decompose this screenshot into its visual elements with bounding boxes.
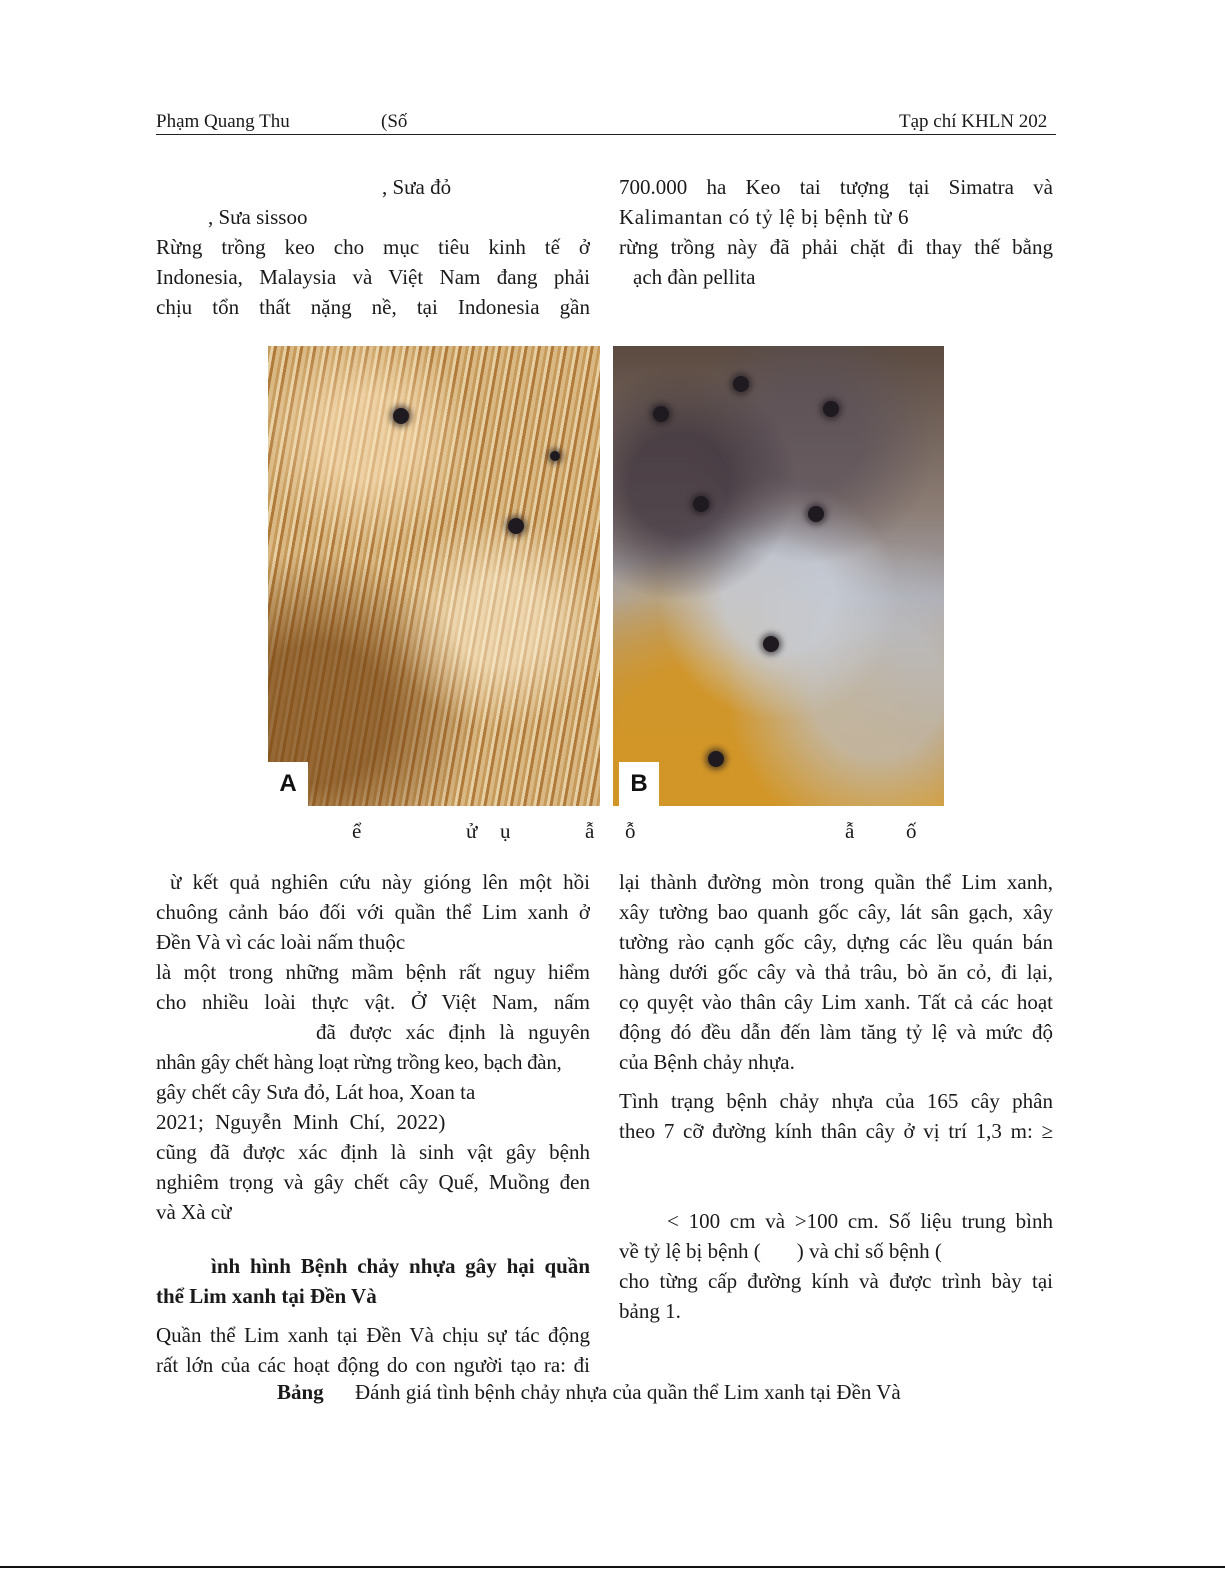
header-rule [156, 134, 1056, 135]
fungal-spot [653, 406, 669, 422]
fungal-spot [808, 506, 824, 522]
text-line: Tình trạng bệnh chảy nhựa của 165 cây phân [619, 1089, 1053, 1113]
text-line: gây chết cây Sưa đỏ, Lát hoa, Xoan ta [156, 1080, 476, 1104]
text-line: của Bệnh chảy nhựa. [619, 1050, 795, 1074]
section-heading: ình hình Bệnh chảy nhựa gây hại quần [211, 1254, 590, 1278]
figure-caption-fragment: ố [906, 819, 917, 843]
text-line: chuông cảnh báo đối với quần thể Lim xanh ở [156, 900, 590, 924]
text-line: rất lớn của các hoạt động do con người tạo ra: đi [156, 1353, 590, 1377]
text-line: rừng trồng này đã phải chặt đi thay thế bằng [619, 235, 1053, 259]
text-line: 2021; Nguyễn Minh Chí, 2022) [156, 1110, 446, 1134]
text-line: < 100 cm và >100 cm. Số liệu trung bình [667, 1209, 1053, 1233]
text-line: , Sưa đỏ [382, 175, 452, 199]
text-line: cọ quyệt vào thân cây Lim xanh. Tất cả các hoạt [619, 990, 1053, 1014]
fungal-spot [733, 376, 749, 392]
text-line: là một trong những mầm bệnh rất nguy hiểm [156, 960, 590, 984]
figure-caption-fragment: ử [466, 819, 478, 843]
fungal-spot [550, 451, 560, 461]
table-caption-text: Đánh giá tình bệnh chảy nhựa của quần thể Lim xanh tại Đền Và [355, 1380, 901, 1404]
left-column-top [156, 172, 590, 322]
text-line: theo 7 cỡ đường kính thân cây ở vị trí 1,3 m: ≥ [619, 1119, 1053, 1143]
left-column-middle [156, 867, 590, 1380]
figure-caption-fragment: ỗ [625, 819, 636, 843]
text-line: nhân gây chết hàng loạt rừng trồng keo, bạch đàn, [156, 1050, 562, 1074]
text-line: nghiêm trọng và gây chết cây Quế, Muồng đen [156, 1170, 590, 1194]
text-line: Kalimantan có tỷ lệ bị bệnh từ 6 [619, 205, 910, 229]
text-line: Đền Và vì các loài nấm thuộc [156, 930, 406, 954]
fungal-spot [393, 408, 409, 424]
running-header-journal: Tạp chí KHLN 202 [899, 111, 1048, 132]
text-line: cũng đã được xác định là sinh vật gây bệnh [156, 1140, 590, 1164]
running-header-issue: (Số [381, 111, 408, 132]
text-line: lại thành đường mòn trong quần thể Lim xanh, [619, 870, 1053, 894]
right-column-top [619, 172, 1053, 292]
fungal-spot [693, 496, 709, 512]
text-line: Quần thể Lim xanh tại Đền Và chịu sự tác động [156, 1323, 590, 1347]
figure-panel-b [613, 346, 944, 806]
text-line: ạch đàn pellita [633, 265, 756, 289]
text-line: cho từng cấp đường kính và được trình bày tại [619, 1269, 1053, 1293]
text-line: ừ kết quả nghiên cứu này gióng lên một hồi [170, 870, 590, 894]
text-line: xây tường bao quanh gốc cây, lát sân gạch, xây [619, 900, 1053, 924]
figure-caption-fragment: ẫ [845, 819, 855, 843]
table-caption-label: Bảng [277, 1380, 324, 1404]
fungal-spot [708, 751, 724, 767]
figure-panel-a [268, 346, 600, 806]
figure-label-b: B [619, 762, 659, 806]
text-fragment: về tỷ lệ bị bệnh ( [619, 1239, 761, 1263]
text-line: , Sưa sissoo [208, 205, 308, 229]
text-line: động đó đều dẫn đến làm tăng tỷ lệ và mức độ [619, 1020, 1053, 1044]
text-line: cho nhiều loài thực vật. Ở Việt Nam, nấm [156, 990, 590, 1014]
text-line: hàng dưới gốc cây và thả trâu, bò ăn cỏ, đi lại, [619, 960, 1053, 984]
text-line: bảng 1. [619, 1299, 681, 1323]
figure-caption-fragment: ụ [500, 819, 511, 843]
text-line: Rừng trồng keo cho mục tiêu kinh tế ở [156, 235, 590, 259]
text-fragment: ) và chỉ số bệnh ( [796, 1239, 942, 1263]
right-column-middle [619, 867, 1053, 1326]
figure-caption-fragment: ể [352, 819, 362, 843]
fungal-spot [763, 636, 779, 652]
text-line: Indonesia, Malaysia và Việt Nam đang phải [156, 265, 590, 289]
running-header-author: Phạm Quang Thu [156, 111, 290, 132]
text-line: đã được xác định là nguyên [316, 1020, 590, 1044]
text-line: tường rào cạnh gốc cây, dựng các lều quán bán [619, 930, 1053, 954]
figure-caption-fragment: ẫ [585, 819, 595, 843]
text-line: chịu tổn thất nặng nề, tại Indonesia gần [156, 295, 590, 319]
figure-label-a: A [268, 762, 308, 806]
page-bottom-rule [0, 1566, 1225, 1568]
text-line: 700.000 ha Keo tai tượng tại Simatra và [619, 175, 1053, 199]
fungal-spot [823, 401, 839, 417]
text-line: và Xà cừ [156, 1200, 232, 1224]
section-heading: thể Lim xanh tại Đền Và [156, 1284, 377, 1308]
text-line [619, 1236, 1053, 1266]
fungal-spot [508, 518, 524, 534]
